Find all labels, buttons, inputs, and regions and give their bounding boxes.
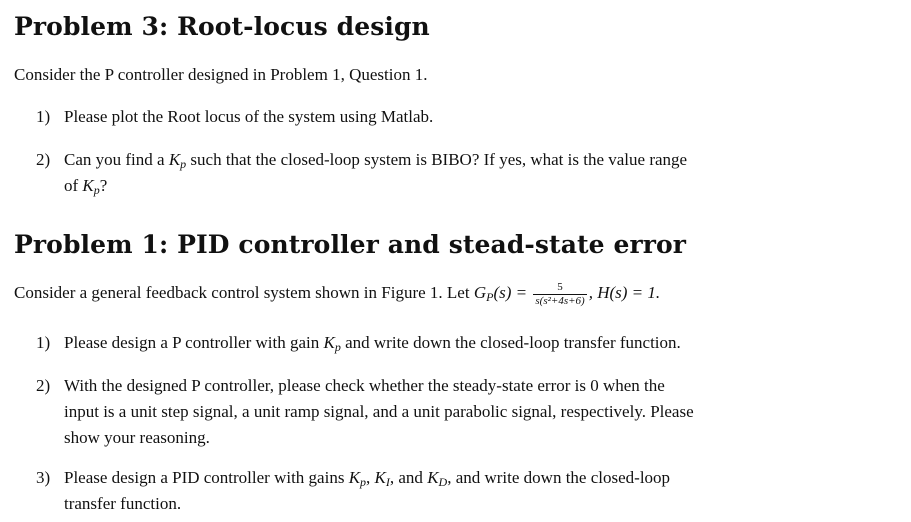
item-text: Please design a PID controller with gains $K_p$, $K_I$, and $K_D$, and write down the closed-loop transfer function. (64, 468, 671, 513)
problem3-item-1 (36, 104, 896, 130)
item-number: 2) (36, 150, 51, 169)
problem1-item-2 (36, 373, 896, 451)
transfer-function-fraction: $\frac{5}{\text{s(s²+4s+6)}}$ (535, 280, 585, 307)
item-text: Please plot the Root locus of the system using Matlab. (64, 107, 434, 126)
problem3-title: Problem 3: Root-locus design (14, 12, 430, 41)
item-text: Can you find a $K_p$ such that the closed-loop system is BIBO? If yes, what is the value range of $K_p$? (64, 150, 688, 197)
problem3-intro: Consider the P controller designed in Problem 1, Question 1. (14, 65, 428, 84)
item-number: 3) (36, 468, 51, 487)
item-number: 1) (36, 107, 51, 126)
problem1-item-3 (36, 465, 896, 517)
problem3-item-2 (36, 147, 896, 199)
problem1-title: Problem 1: PID controller and stead-state error (14, 230, 687, 259)
problem1-item-1 (36, 330, 896, 356)
item-number: 1) (36, 333, 51, 352)
item-number: 2) (36, 376, 51, 395)
problem1-intro: Consider a general feedback control system shown in Figure 1. Let $G_P(s)$ = $\frac{5}{\text{s(s²+4s+6)}}$ , H(s) = 1. (14, 280, 661, 307)
item-text: With the designed P controller, please check whether the steady-state error is 0 when the input is a unit step signal, a unit ramp signal, and a unit parabolic signal, respectively. Please show your reasoning. (64, 376, 694, 447)
item-text: Please design a P controller with gain $K_p$ and write down the closed-loop transfer function. (64, 333, 681, 354)
